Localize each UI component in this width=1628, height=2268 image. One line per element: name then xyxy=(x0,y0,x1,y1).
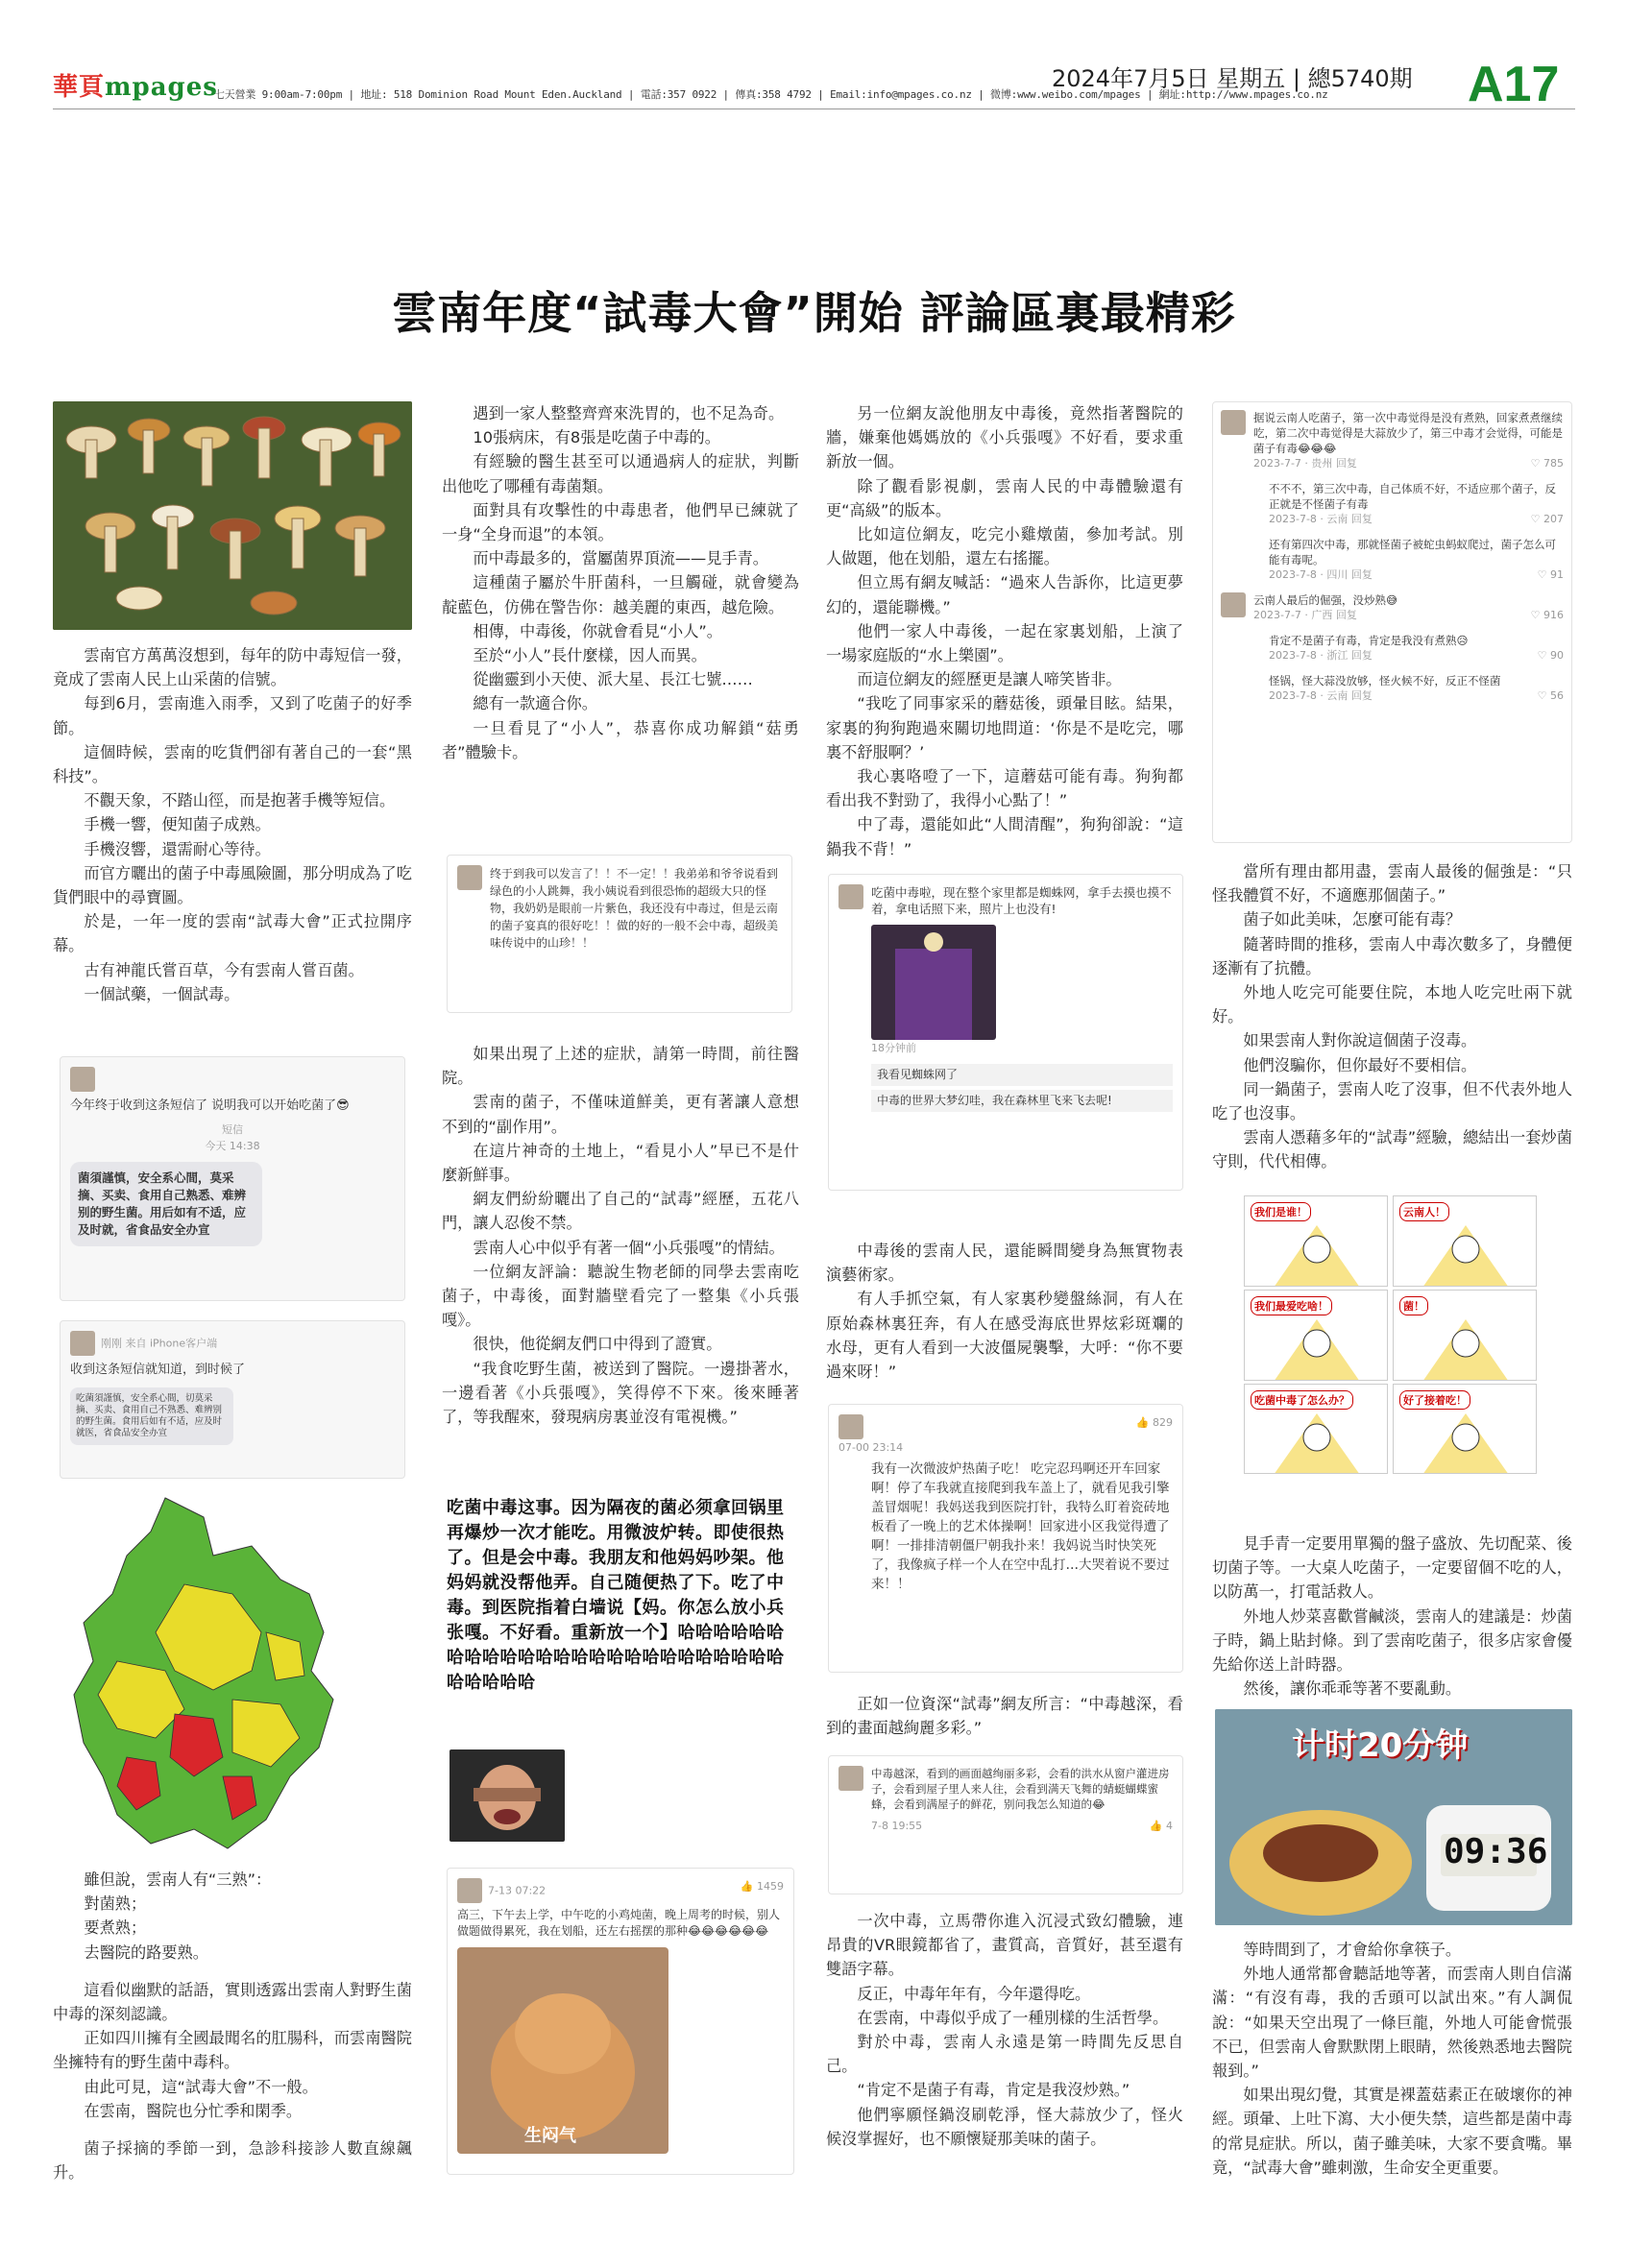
comment: 云南人最后的倔强，没炒熟😅 2023-7-7 · 广西 回复 ♡ 916 xyxy=(1221,592,1564,623)
paragraph: 古有神龍氏嘗百草，今有雲南人嘗百菌。 xyxy=(84,960,364,979)
paragraph: 這看似幽默的話語，實則透露出雲南人對野生菌中毒的深刻認識。 xyxy=(53,1980,412,2024)
meme-caption: 我们是谁！ xyxy=(1251,1202,1311,1221)
post-text: 吃菌中毒啦，现在整个家里都是蜘蛛网，拿手去摸也摸不着，拿电话照下来，照片上也没有! xyxy=(871,885,1172,916)
paragraph: 雖但說，雲南人有“三熟”： xyxy=(84,1870,272,1889)
avatar xyxy=(838,1414,863,1439)
page-number: A17 xyxy=(1468,57,1560,112)
colorful-post-screenshot xyxy=(828,1755,1183,1894)
meme-panel xyxy=(1393,1384,1537,1474)
class-post-screenshot xyxy=(447,1868,794,2175)
paragraph: 他們寧願怪鍋沒刷乾淨，怪大蒜放少了，怪火候沒掌握好，也不願懷疑那美味的菌子。 xyxy=(826,2105,1183,2148)
meme-caption: 云南人！ xyxy=(1399,1202,1449,1221)
post-time: 7-8 19:55 xyxy=(871,1820,923,1832)
paragraph: 正如一位資深“試毒”網友所言：“中毒越深，看到的畫面越絢麗多彩。” xyxy=(826,1695,1183,1738)
paragraph: 見手青一定要用單獨的盤子盛放、先切配菜、後切菌子等。一大桌人吃菌子，一定要留個不吃的人，以防萬一，打電話救人。 xyxy=(1212,1534,1572,1602)
comment: 不不不，第三次中毒，自己体质不好，不适应那个菌子，反正就是不怪菌子有毒 2023-7-8 · 云南 回复 ♡ 207 xyxy=(1269,482,1564,525)
paragraph: 在這片神奇的土地上，“看見小人”早已不是什麼新鮮事。 xyxy=(442,1141,799,1185)
spiderweb-post-screenshot xyxy=(828,874,1183,1191)
meme-panel xyxy=(1244,1290,1388,1381)
col3-text-a xyxy=(826,401,1183,861)
paragraph: 同一鍋菌子，雲南人吃了沒事，但不代表外地人吃了也沒事。 xyxy=(1212,1079,1572,1123)
paragraph: 有人手抓空氣，有人家裏秒變盤絲洞，有人在原始森林裏狂奔，有人在感受海底世界炫彩斑斕的水母，更有人看到一大波僵屍襲擊，大呼：“你不要過來呀！” xyxy=(826,1290,1183,1382)
paragraph: 網友們紛紛曬出了自己的“試毒”經歷，五花八門，讓人忍俊不禁。 xyxy=(442,1190,799,1233)
paragraph: 而中毒最多的，當屬菌界頂流——見手青。 xyxy=(473,549,768,568)
paragraph: 他們沒騙你，但你最好不要相信。 xyxy=(1243,1055,1477,1074)
paragraph: 雲南的菌子，不僅味道鮮美，更有著讓人意想不到的“副作用”。 xyxy=(442,1093,799,1136)
avatar xyxy=(457,1878,482,1903)
handwritten-post: 吃菌中毒这事。因为隔夜的菌必须拿回锅里再爆炒一次才能吃。用微波炉转。即使很热了。但是会中毒。我朋友和他妈妈吵架。他妈妈就没帮他弄。自己随便热了下。吃了中毒。到医院指着白墙说【妈。你怎么放小兵张嘎。不好看。重新放一个】哈哈哈哈哈哈哈哈哈哈哈哈哈哈哈哈哈哈哈哈哈哈哈哈哈哈哈哈哈哈 xyxy=(447,1498,785,1693)
paragraph: 等時間到了，才會給你拿筷子。 xyxy=(1243,1941,1462,1959)
comment: 肯定不是菌子有毒，肯定是我没有煮熟😥 2023-7-8 · 浙江 回复 ♡ 90 xyxy=(1269,634,1564,662)
paragraph: 10張病床，有8張是吃菌子中毒的。 xyxy=(473,428,720,447)
paragraph: “我吃了同事家采的蘑菇後，頭暈目眩。結果，家裏的狗狗跑過來關切地問道：‘你是不是吃完，哪裏不舒服啊？’ xyxy=(826,694,1183,761)
paragraph: 雲南人憑藉多年的“試毒”經驗，總結出一套炒菌守則，代代相傳。 xyxy=(1212,1128,1572,1171)
paragraph: 對菌熟； xyxy=(84,1894,147,1914)
comment-text: 据说云南人吃菌子，第一次中毒觉得是没有煮熟，回家煮煮继续吃，第二次中毒觉得是大蒜放少了，第三中毒才会觉得，可能是菌子有毒😂😂😂 xyxy=(1253,411,1563,455)
contact-info: 七天營業 9:00am-7:00pm | 地址: 518 Dominion Road Mount Eden.Auckland | 電話:357 0922 | 傳真:358 4792 | Email:info@mpages.co.nz | 微博:www.weibo.com/mpages | 網址:http://www.mpages.co.nz xyxy=(214,88,1328,101)
post-text: 高三，下午去上学，中午吃的小鸡炖菌，晚上周考的时候，别人做题做得累死，我在划船，还左右摇摆的那种😂😂😂😂😂😂 xyxy=(457,1908,781,1938)
paragraph: 面對具有攻擊性的中毒患者，他們早已練就了一身“全身而退”的本領。 xyxy=(442,500,799,544)
paragraph: “我食吃野生菌，被送到了醫院。一邊掛著水，一邊看著《小兵張嘎》，笑得停不下來。後來睡著了，等我醒來，發現病房裏並沒有電視機。” xyxy=(442,1359,799,1427)
paragraph: 我心裏咯噔了一下，這蘑菇可能有毒。狗狗都看出我不對勁了，我得小心點了！” xyxy=(826,767,1183,810)
comment-thread-screenshot xyxy=(1212,401,1572,843)
paragraph: 在雲南，醫院也分忙季和閑季。 xyxy=(84,2101,303,2120)
comment-text: 云南人最后的倔强，没炒熟😅 xyxy=(1253,593,1397,607)
paragraph: 有經驗的醫生甚至可以通過病人的症狀，判斷出他吃了哪種有毒菌類。 xyxy=(442,452,799,495)
col2-text-b xyxy=(442,1042,799,1429)
paragraph: 不觀天象，不踏山徑，而是抱著手機等短信。 xyxy=(84,791,396,810)
col1-text-b xyxy=(53,1868,412,2184)
avatar xyxy=(1221,410,1246,435)
timer-photo xyxy=(1215,1709,1572,1925)
paragraph: 如果雲南人對你說這個菌子沒毒。 xyxy=(1243,1031,1477,1050)
timer-display: 09:36 xyxy=(1444,1832,1548,1871)
sms-time: 短信 今天 14:38 xyxy=(205,1123,260,1152)
avatar xyxy=(457,865,482,890)
masthead xyxy=(53,56,1575,112)
paragraph: 一旦看見了“小人”，恭喜你成功解鎖“菇勇者”體驗卡。 xyxy=(442,718,799,761)
sms-caption-text: 今年终于收到这条短信了 说明我可以开始吃菌了😎 xyxy=(70,1098,350,1113)
headline: 雲南年度“試毒大會”開始 評論區裏最精彩 xyxy=(392,287,1236,339)
paragraph: 比如這位網友，吃完小雞燉菌，參加考試。別人做題，他在划船，還左右搖擺。 xyxy=(826,525,1183,568)
laughing-man-photo xyxy=(450,1749,565,1842)
post-text: 我有一次微波炉热菌子吃！ 吃完忍玛啊还开车回家啊！停了车我就直接爬到我车盖上了，就看见我引擎盖冒烟呢！我妈送我到医院打针，我特么盯着瓷砖地板看了一晚上的艺术体操啊！回家进小区我觉得遭了啊！一排排清朝僵尸朝我扑来！我妈说当时快笑死了，我像疯子样一个人在空中乱打…大哭着说不要过来！！ xyxy=(871,1461,1170,1592)
paragraph: 菌子採摘的季節一到，急診科接診人數直線飆升。 xyxy=(53,2139,412,2183)
paragraph: 而官方曬出的菌子中毒風險圖，那分明成為了吃貨們眼中的尋寶圖。 xyxy=(53,863,412,907)
paragraph: 手機沒響，還需耐心等待。 xyxy=(84,839,271,858)
meme-caption: 吃菌中毒了怎么办？ xyxy=(1251,1390,1353,1410)
col1-text-a xyxy=(53,643,412,1006)
poison-risk-map xyxy=(60,1488,348,1858)
sms-screenshot-1 xyxy=(60,1056,405,1301)
paragraph: 外地人炒菜喜歡嘗鹹淡，雲南人的建議是：炒菌子時，鍋上貼封條。到了雲南吃菌子，很多店家會優先給你送上計時器。 xyxy=(1212,1606,1572,1675)
comment-text: 不不不，第三次中毒，自己体质不好，不适应那个菌子，反正就是不怪菌子有毒 xyxy=(1269,482,1556,511)
paragraph: 於是，一年一度的雲南“試毒大會”正式拉開序幕。 xyxy=(53,912,412,955)
col4-text-c xyxy=(1212,1938,1572,2180)
post-time: 7-13 07:22 xyxy=(488,1884,547,1897)
paragraph: 如果出現了上述的症狀，請第一時間，前往醫院。 xyxy=(442,1045,799,1088)
issue-date: 2024年7月5日 星期五 | 總5740期 xyxy=(1052,65,1413,92)
reply: 我看见蜘蛛网了 xyxy=(871,1064,1173,1086)
comment-text: 肯定不是菌子有毒，肯定是我没有煮熟😥 xyxy=(1269,634,1469,647)
timer-banner: 计时20分钟 xyxy=(1292,1726,1469,1765)
comment: 怪锅，怪大蒜没放够，怪火候不好，反正不怪菌 2023-7-8 · 云南 回复 ♡ 56 xyxy=(1269,674,1564,702)
photo-caption: 生闷气 xyxy=(524,2126,576,2146)
post-text: 收到这条短信就知道，到时候了 xyxy=(70,1363,246,1377)
cat-photo xyxy=(457,1947,668,2154)
paragraph: 一個試藥，一個試毒。 xyxy=(84,984,240,1003)
paragraph: 一次中毒，立馬帶你進入沉浸式致幻體驗，連昂貴的VR眼鏡都省了，畫質高，音質好，甚至還有雙語字幕。 xyxy=(826,1912,1183,1979)
paragraph: 如果出現幻覺，其實是裸蓋菇素正在破壞你的神經。頭暈、上吐下瀉、大小便失禁，這些都是菌中毒的常見症狀。所以，菌子雖美味，大家不要貪嘴。畢竟，“試毒大會”雖刺激，生命安全更重要。 xyxy=(1212,2086,1572,2177)
paragraph: 中了毒，還能如此“人間清醒”，狗狗卻說：“這鍋我不背！” xyxy=(826,815,1183,858)
avatar xyxy=(838,884,863,909)
paragraph: 外地人通常都會聽話地等著，而雲南人則自信滿滿：“有沒有毒，我的舌頭可以試出來。”有人調侃說：“如果天空出現了一條巨龍，外地人可能會慌張不已，但雲南人會默默閉上眼睛，然後熟悉地去醫院報到。” xyxy=(1212,1965,1572,2081)
col4-text-b xyxy=(1212,1532,1572,1701)
paragraph: 從幽靈到小天使、派大星、長江七號…… xyxy=(473,670,753,689)
mushroom-photo xyxy=(53,401,412,630)
paragraph: 菌子如此美味，怎麼可能有毒？ xyxy=(1243,910,1462,929)
paragraph: 雲南人心中似乎有著一個“小兵張嘎”的情結。 xyxy=(473,1238,785,1257)
meme-panel xyxy=(1393,1290,1537,1381)
paragraph: 外地人吃完可能要住院，本地人吃完吐兩下就好。 xyxy=(1212,983,1572,1026)
comment-text: 终于到我可以发言了！！不一定！！我弟弟和爷爷说看到绿色的小人跳舞，我小姨说看到很恐怖的超级大只的怪物，我奶奶是眼前一片紫色，我还没有中毒过，但是云南的菌子宴真的很好吃！！做的好的一般不会中毒，超级美味传说中的山珍！！ xyxy=(490,867,779,950)
paragraph: 每到6月，雲南進入雨季，又到了吃菌子的好季節。 xyxy=(53,694,412,737)
sms-caption xyxy=(70,1067,395,1092)
comment: 据说云南人吃菌子，第一次中毒觉得是没有煮熟，回家煮煮继续吃，第二次中毒觉得是大蒜放少了，第三中毒才会觉得，可能是菌子有毒😂😂😂 2023-7-7 · 贵州 回复 ♡ 785 xyxy=(1221,410,1564,471)
comment: 还有第四次中毒，那就怪菌子被蛇虫蚂蚁爬过，菌子怎么可能有毒呢。 2023-7-8 · 四川 回复 ♡ 91 xyxy=(1269,538,1564,581)
comment-screenshot xyxy=(447,855,792,1013)
post-time: 18分钟前 xyxy=(871,1042,916,1054)
reply: 中毒的世界大梦幻哇，我在森林里飞来飞去呢! xyxy=(871,1090,1173,1112)
paragraph: 但立馬有網友喊話：“過來人告訴你，比這更夢幻的，還能聯機。” xyxy=(826,573,1183,616)
paragraph: 除了觀看影視劇，雲南人民的中毒體驗還有更“高級”的版本。 xyxy=(826,476,1183,519)
avatar xyxy=(70,1067,95,1092)
meme-panel xyxy=(1244,1384,1388,1474)
paragraph: 去醫院的路要熟。 xyxy=(84,1942,208,1962)
post-time: 07-00 23:14 xyxy=(838,1441,904,1454)
meme-caption: 我们最爱吃啥！ xyxy=(1251,1296,1332,1315)
col2-text-a xyxy=(442,401,799,764)
paragraph: 正如四川擁有全國最聞名的肛腸科，而雲南醫院坐擁特有的野生菌中毒科。 xyxy=(53,2029,412,2072)
paragraph: 然後，讓你乖乖等著不要亂動。 xyxy=(1243,1679,1462,1699)
comment-text: 还有第四次中毒，那就怪菌子被蛇虫蚂蚁爬过，菌子怎么可能有毒呢。 xyxy=(1269,538,1556,567)
room-photo xyxy=(871,925,996,1040)
meme-caption: 菌！ xyxy=(1399,1296,1428,1315)
paragraph: 另一位網友說他朋友中毒後，竟然指著醫院的牆，嫌棄他媽媽放的《小兵張嘎》不好看，要求重新放一個。 xyxy=(826,404,1183,471)
comment-text: 怪锅，怪大蒜没放够，怪火候不好，反正不怪菌 xyxy=(1269,674,1501,688)
meme-panel xyxy=(1244,1195,1388,1287)
paragraph: 一位網友評論：聽說生物老師的同學去雲南吃菌子，中毒後，面對牆壁看完了一整集《小兵張嘎》。 xyxy=(442,1262,799,1330)
post-text: 中毒越深，看到的画面越绚丽多彩，会看的洪水从窗户灌进房子，会看到屋子里人来人往，会看到满天飞舞的蜻蜓蝴蝶蜜蜂，会看到满屋子的鲜花，别问我怎么知道的😂 xyxy=(871,1767,1170,1811)
paragraph: 當所有理由都用盡，雲南人最後的倔強是：“只怪我體質不好，不適應那個菌子。” xyxy=(1212,862,1572,905)
paragraph: 很快，他從網友們口中得到了證實。 xyxy=(473,1335,722,1354)
paragraph: 反正，中毒年年有，今年還得吃。 xyxy=(857,1984,1091,2003)
paragraph: 雲南官方萬萬沒想到，每年的防中毒短信一發，竟成了雲南人民上山采菌的信號。 xyxy=(53,646,412,689)
avatar xyxy=(838,1766,863,1791)
paragraph: 中毒後的雲南人民，還能瞬間變身為無實物表演藝術家。 xyxy=(826,1242,1183,1285)
meme-grid xyxy=(1244,1195,1537,1474)
paragraph: 至於“小人”長什麼樣，因人而異。 xyxy=(473,646,707,665)
paragraph: 在雲南，中毒似乎成了一種別樣的生活哲學。 xyxy=(857,2008,1169,2027)
paragraph: 總有一款適合你。 xyxy=(473,694,597,713)
paragraph: 遇到一家人整整齊齊來洗胃的，也不足為奇。 xyxy=(473,404,785,422)
paragraph: 而這位網友的經歷更是讓人啼笑皆非。 xyxy=(857,670,1122,689)
col3-text-b xyxy=(826,1239,1183,1384)
like-count: 👍 829 xyxy=(1135,1416,1173,1429)
like-count: 👍 1459 xyxy=(740,1880,784,1893)
sms-bubble: 菌須謹慎，安全系心間，莫采摘、买卖、食用自己熟悉、难辨别的野生菌。用后如有不适，应及时就，省食品安全办宣 xyxy=(70,1162,262,1246)
paragraph: 由此可見，這“試毒大會”不一般。 xyxy=(84,2077,318,2096)
zombie-post-screenshot xyxy=(828,1404,1183,1673)
avatar xyxy=(70,1331,95,1356)
paragraph: 隨著時間的推移，雲南人中毒次數多了，身體便逐漸有了抗體。 xyxy=(1212,934,1572,977)
paragraph: “肯定不是菌子有毒，肯定是我沒炒熟。” xyxy=(857,2081,1130,2100)
post-meta: 刚刚 来自 iPhone客户端 xyxy=(101,1337,218,1350)
paragraph: 這個時候，雲南的吃貨們卻有著自己的一套“黑科技”。 xyxy=(53,742,412,786)
avatar xyxy=(1221,592,1246,617)
sms-screenshot-2 xyxy=(60,1320,405,1479)
meme-caption: 好了接着吃！ xyxy=(1399,1390,1470,1410)
paragraph: 這種菌子屬於牛肝菌科，一旦觸碰，就會變為靛藍色，仿佛在警告你：越美麗的東西，越危險。 xyxy=(442,573,799,616)
meme-panel xyxy=(1393,1195,1537,1287)
paragraph: 手機一響，便知菌子成熟。 xyxy=(84,815,271,834)
logo: 華頁mpages xyxy=(53,73,218,102)
paragraph: 要煮熟； xyxy=(84,1918,147,1938)
col3-text-d xyxy=(826,1909,1183,2151)
paragraph: 對於中毒，雲南人永遠是第一時間先反思自己。 xyxy=(826,2033,1183,2076)
col4-text-a xyxy=(1212,859,1572,1174)
sms-bubble: 吃菌須謹慎，安全系心間，切莫采摘、买卖、食用自己不熟悉、难辨别的野生菌。食用后如有不适，应及时就医，省食品安全办宣 xyxy=(70,1387,233,1445)
like-count: 👍 4 xyxy=(1149,1820,1173,1832)
paragraph: 相傳，中毒後，你就會看見“小人”。 xyxy=(473,621,722,640)
col3-text-c xyxy=(826,1692,1183,1740)
paragraph: 他們一家人中毒後，一起在家裏划船，上演了一場家庭版的“水上樂園”。 xyxy=(826,621,1183,665)
